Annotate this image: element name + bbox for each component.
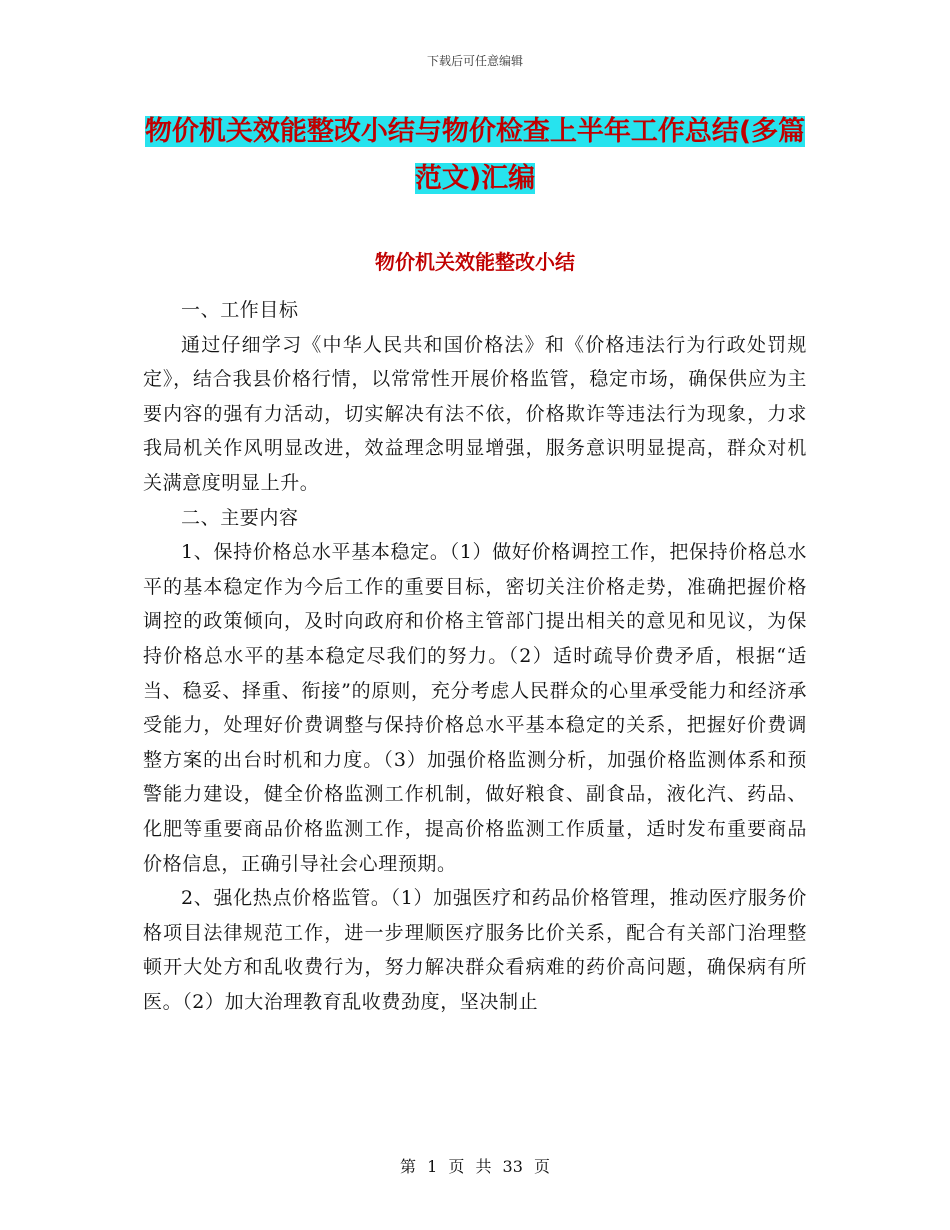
document-title xyxy=(140,108,810,202)
paragraph-work-goal: 通过仔细学习《中华人民共和国价格法》和《价格违法行为行政处罚规定》，结合我县价格行情，以常常性开展价格监管，稳定市场，确保供应为主要内容的强有力活动，切实解决有法不依，价格欺诈等违法行为现象，力求我局机关作风明显改进，效益理念明显增强，服务意识明显提高，群众对机关满意度明显上升。 xyxy=(143,333,807,494)
paragraph-hotspot-supervision: 2、强化热点价格监管。（1）加强医疗和药品价格管理，推动医疗服务价格项目法律规范工作，进一步理顺医疗服务比价关系，配合有关部门治理整顿开大处方和乱收费行为，努力解决群众看病难的药价高问题，确保病有所医。（2）加大治理教育乱收费劲度，坚决制止 xyxy=(143,887,807,1013)
section-title: 物价机关效能整改小结 xyxy=(375,250,575,274)
header-note: 下载后可任意编辑 xyxy=(426,54,523,68)
document-body xyxy=(143,293,807,1019)
heading-main-content: 二、主要内容 xyxy=(181,506,299,529)
paragraph-price-stability: 1、保持价格总水平基本稳定。（1）做好价格调控工作，把保持价格总水平的基本稳定作为今后工作的重要目标，密切关注价格走势，准确把握价格调控的政策倾向，及时向政府和价格主管部门提出相关的意见和见议，为保持价格总水平的基本稳定尽我们的努力。（2）适时疏导价费矛盾，根据“适当、稳妥、择重、衔接”的原则，充分考虑人民群众的心里承受能力和经济承受能力，处理好价费调整与保持价格总水平基本稳定的关系，把握好价费调整方案的出台时机和力度。（3）加强价格监测分析，加强价格监测体系和预警能力建设，健全价格监测工作机制，做好粮食、副食品，液化汽、药品、化肥等重要商品价格监测工作，提高价格监测工作质量，适时发布重要商品价格信息，正确引导社会心理预期。 xyxy=(143,541,807,875)
heading-work-goal: 一、工作目标 xyxy=(181,299,299,321)
page-number: 第 1 页 共 33 页 xyxy=(400,1157,550,1176)
document-title-text: 物价机关效能整改小结与物价检查上半年工作总结(多篇范文)汇编 xyxy=(144,116,806,194)
